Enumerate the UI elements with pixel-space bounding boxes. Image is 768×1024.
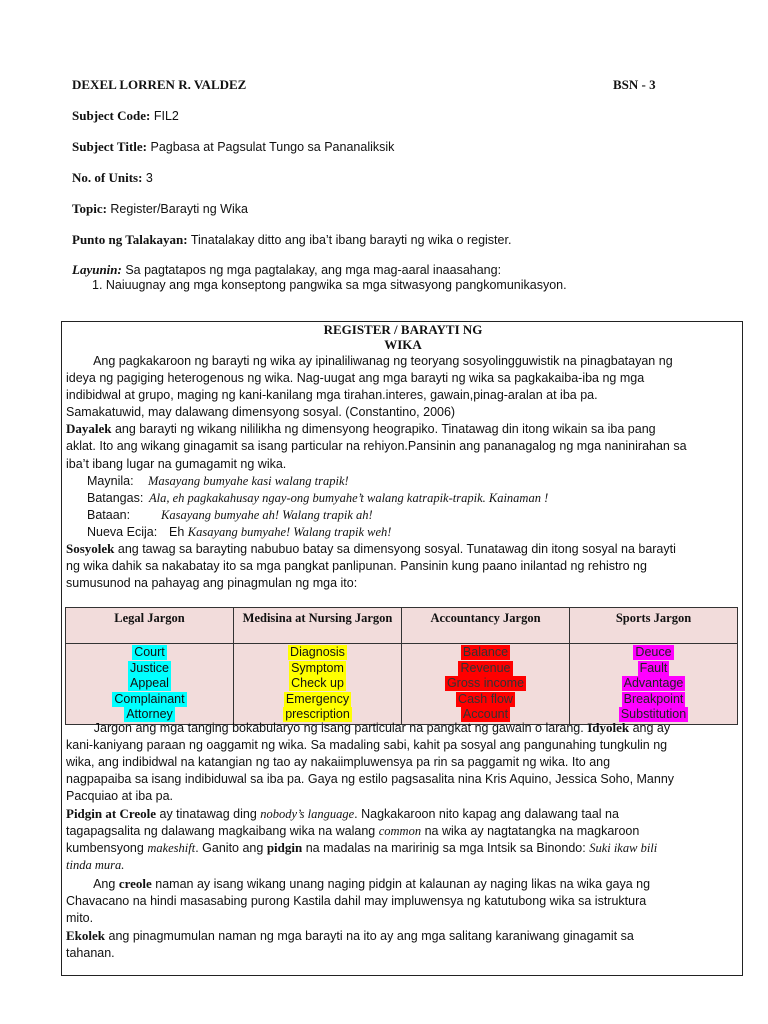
punto-label: Punto ng Talakayan:	[72, 232, 188, 247]
jargon-term: Cash flow	[458, 691, 513, 706]
example-line	[87, 524, 391, 540]
pidgin-italic: nobody’s language	[260, 807, 355, 821]
units-line	[72, 170, 153, 186]
idyolek-after: ang ay	[629, 721, 671, 735]
jargon-term: Appeal	[130, 676, 169, 690]
sports-jargon-cell	[570, 644, 738, 725]
sosyolek-term: Sosyolek	[66, 541, 115, 556]
jargon-term: Justice	[130, 660, 169, 675]
pidgin-text: na madalas na maririnig sa mga Intsik sa Binondo:	[302, 841, 590, 855]
example-prefix: Eh	[169, 525, 188, 539]
ekolek-text: ang pinagmumulan naman ng mga barayti na ito ay ang mga salitang karaniwang ginagamit sa	[105, 929, 634, 943]
jargon-term: Attorney	[126, 707, 173, 721]
jargon-term: Fault	[639, 660, 668, 675]
jargon-term: Revenue	[460, 660, 511, 675]
paragraph-line: kani-kaniyang paraan ng oaggamit ng wika. Sa madaling sabi, kahit pa sosyal ang pangunahing tungkulin ng	[66, 738, 668, 752]
units-value: 3	[145, 171, 153, 185]
jargon-term: Breakpoint	[623, 691, 684, 706]
subject-title: Pagbasa at Pagsulat Tungo sa Pananaliksik	[150, 140, 395, 154]
pidgin-term: Pidgin at Creole	[66, 806, 157, 821]
section-title-line: REGISTER / BARAYTI NG	[323, 322, 483, 337]
paragraph-line: nagpapaiba sa isang indibiduwal sa iba pa. Gaya ng estilo pagsasalita nina Kris Aquino, Jessica Soho, Manny	[66, 772, 675, 786]
jargon-term: Balance	[462, 645, 509, 659]
creole-term: creole	[118, 876, 152, 891]
pidgin-line	[66, 823, 639, 839]
units-label: No. of Units:	[72, 170, 143, 185]
table-header: Accountancy Jargon	[402, 608, 570, 644]
student-name: DEXEL LORREN R. VALDEZ	[72, 77, 247, 92]
jargon-term: prescription	[285, 707, 350, 721]
punto-line	[72, 232, 511, 248]
jargon-term: Complainant	[114, 691, 185, 706]
jargon-term: Symptom	[291, 660, 344, 675]
jargon-term: Court	[134, 645, 165, 659]
creole-line	[66, 876, 650, 892]
table-header: Legal Jargon	[66, 608, 234, 644]
paragraph-line: indibidwal at grupo, maging ng kani-kanilang mga tirahan.interes, gawain,pinag-aralan at iba pa.	[66, 388, 598, 402]
pidgin-text: . Ganito ang	[195, 841, 267, 855]
pidgin-bold: pidgin	[266, 840, 303, 855]
pidgin-line	[66, 857, 124, 873]
example-text: Kasayang bumyahe! Walang trapik weh!	[187, 525, 392, 539]
creole-text: naman ay isang wikang unang naging pidgin at kalaunan ay naging likas na wika gaya ng	[151, 877, 651, 891]
table-header-row	[66, 608, 738, 644]
paragraph-line: tahanan.	[66, 946, 115, 960]
subject-title-label: Subject Title:	[72, 139, 147, 154]
paragraph-line: sumusunod na pahayag ang pinagmulan ng mga ito:	[66, 576, 358, 590]
example-place: Nueva Ecija:	[87, 525, 158, 539]
table-header: Medisina at Nursing Jargon	[234, 608, 402, 644]
pidgin-line	[66, 840, 657, 856]
jargon-term: Deuce	[635, 645, 672, 659]
pidgin-italic: makeshift	[147, 841, 196, 855]
sosyolek-text: ang tawag sa barayting nabubuo batay sa dimensyong sosyal. Tunatawag din itong sosyal na barayti	[114, 542, 676, 556]
creole-text: Ang	[66, 877, 119, 891]
example-place: Maynila:	[87, 474, 134, 488]
layunin-line	[72, 262, 501, 278]
paragraph-line: aklat. Ito ang wikang ginagamit sa isang particular na rehiyon.Pansinin ang pananagalog ng mga naninirahan sa	[66, 439, 687, 453]
subject-code: FIL2	[153, 109, 179, 123]
jargon-term: Diagnosis	[290, 645, 345, 659]
subject-title-line	[72, 139, 394, 155]
example-line	[87, 473, 349, 489]
table-header: Sports Jargon	[570, 608, 738, 644]
pidgin-text: tagapagsalita ng dalawang magkaibang wika na walang	[66, 824, 379, 838]
sosyolek-line	[66, 541, 676, 557]
paragraph-line: wika, ang indibidwal na katangian ng tao ay nakaiimpluwensya pa rin sa paggamit ng wika. Ito ang	[66, 755, 611, 769]
paragraph-line: iba’t ibang lugar na gumagamit ng wika.	[66, 457, 287, 471]
section-title	[62, 322, 744, 352]
jargon-text: Jargon ang mga tanging bokabularyo ng isang particular na pangkat ng gawain o larang.	[66, 721, 588, 735]
pidgin-text: . Nagkakaroon nito kapag ang dalawang taal na	[354, 807, 619, 821]
course-year: BSN - 3	[613, 77, 656, 92]
paragraph-line: ideya ng pagiging heterogenous ng wika. Nag-uugat ang mga barayti ng wika sa pagkakaiba-iba ng mga	[66, 371, 645, 385]
jargon-term: Advantage	[623, 676, 684, 690]
medical-jargon-cell	[234, 644, 402, 725]
pidgin-text: na wika ay nagtatangka na magkaroon	[421, 824, 640, 838]
subject-code-label: Subject Code:	[72, 108, 151, 123]
table-row	[66, 644, 738, 725]
paragraph-line: ng wika dahik sa nakabatay ito sa mga pangkat panlipunan. Pansinin kung paano inilantad ng rehistro ng	[66, 559, 647, 573]
punto-value: Tinatalakay ditto ang iba’t ibang barayti ng wika o register.	[190, 233, 512, 247]
pidgin-line	[66, 806, 619, 822]
legal-jargon-cell	[66, 644, 234, 725]
ekolek-line	[66, 928, 634, 944]
jargon-line	[66, 720, 670, 736]
jargon-term: Check up	[291, 676, 344, 690]
topic-value: Register/Barayti ng Wika	[110, 202, 248, 216]
section-title-line: WIKA	[384, 337, 422, 352]
accountancy-jargon-cell	[402, 644, 570, 725]
paragraph-line: Chavacano na hindi masasabing purong Kastila dahil may impluwensya ng katutubong wika sa istruktura	[66, 894, 647, 908]
layunin-label: Layunin:	[72, 262, 122, 277]
jargon-term: Emergency	[285, 691, 350, 706]
example-text: Masayang bumyahe kasi walang trapik!	[148, 474, 349, 488]
pidgin-text: ay tinatawag ding	[156, 807, 261, 821]
jargon-term: Account	[462, 707, 509, 721]
paragraph-line: Pacquiao at iba pa.	[66, 789, 174, 803]
pidgin-italic: common	[378, 824, 422, 838]
jargon-table	[65, 607, 738, 725]
topic-label: Topic:	[72, 201, 107, 216]
example-line	[87, 507, 373, 523]
example-place: Batangas:	[87, 491, 144, 505]
pidgin-italic: tinda mura.	[66, 858, 125, 872]
ekolek-term: Ekolek	[66, 928, 106, 943]
pidgin-text: kumbensyong	[66, 841, 148, 855]
paragraph-line: Samakatuwid, may dalawang dimensyong sosyal. (Constantino, 2006)	[66, 405, 456, 419]
dayalek-line	[66, 421, 656, 437]
subject-code-line	[72, 108, 179, 124]
example-text: Ala, eh pagkakahusay ngay-ong bumyahe’t walang katrapik-trapik. Kainaman !	[149, 491, 549, 505]
topic-line	[72, 201, 248, 217]
jargon-term: Substitution	[620, 707, 687, 721]
paragraph-line: mito.	[66, 911, 94, 925]
dayalek-text: ang barayti ng wikang nililikha ng dimensyong heograpiko. Tinatawag din itong wikain sa iba pang	[111, 422, 656, 436]
pidgin-italic: Suki ikaw bili	[589, 841, 658, 855]
example-line	[87, 490, 548, 506]
jargon-term: Gross income	[446, 676, 525, 690]
objective-item: 1. Naiuugnay ang mga konseptong pangwika sa mga sitwasyong pangkomunikasyon.	[92, 278, 567, 292]
paragraph-line: Ang pagkakaroon ng barayti ng wika ay ipinaliliwanag ng teoryang sosyolingguwistik na pinagbatayan ng	[66, 354, 673, 368]
dayalek-term: Dayalek	[66, 421, 112, 436]
example-place: Bataan:	[87, 508, 131, 522]
layunin-value: Sa pagtatapos ng mga pagtalakay, ang mga mag-aaral inaasahang:	[125, 263, 502, 277]
idyolek-term: Idyolek	[587, 720, 630, 735]
example-text: Kasayang bumyahe ah! Walang trapik ah!	[161, 508, 373, 522]
